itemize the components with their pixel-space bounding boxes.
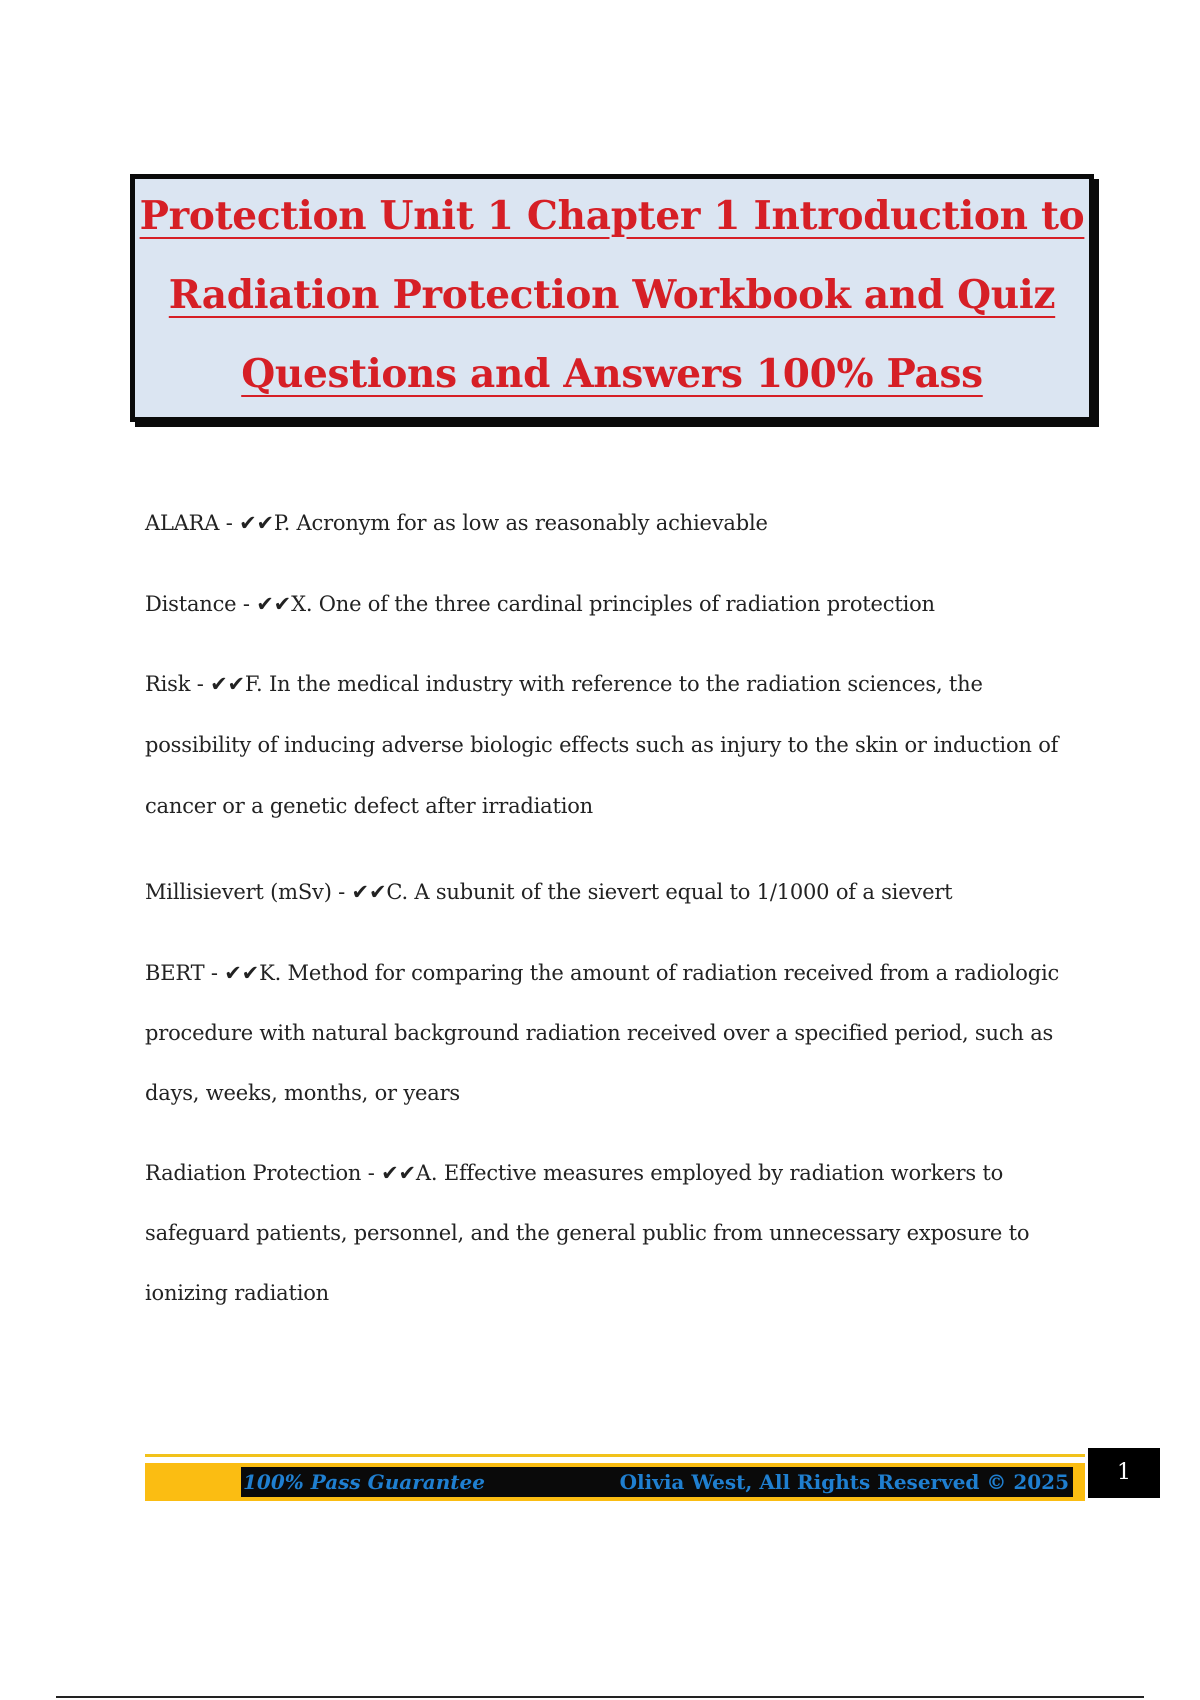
entry-term: Distance — [145, 592, 237, 616]
title-line-2: Radiation Protection Workbook and Quiz — [168, 271, 1056, 318]
qa-entry-risk — [145, 654, 1095, 837]
qa-entries — [145, 508, 1095, 1343]
entry-term: BERT — [145, 961, 205, 985]
entry-separator: - — [219, 511, 240, 535]
qa-entry-radiation-protection — [145, 1143, 1095, 1323]
double-check-icon: ✔✔ — [224, 961, 260, 985]
qa-entry-millisievert — [145, 877, 1095, 907]
entry-separator: - — [331, 880, 352, 904]
entry-definition: F. In the medical industry with reference to the radiation sciences, the possibility of inducing adverse biologic effects such as injury to the skin or induction of cancer or a genetic defect after irradiation — [145, 672, 1059, 818]
entry-term: Millisievert (mSv) — [145, 880, 332, 904]
title-line-3: Questions and Answers 100% Pass — [241, 350, 983, 397]
double-check-icon: ✔✔ — [210, 672, 245, 696]
footer-copyright: Olivia West, All Rights Reserved © 2025 — [619, 1470, 1069, 1494]
entry-definition: C. A subunit of the sievert equal to 1/1000 of a sievert — [386, 880, 953, 904]
entry-definition: A. Effective measures employed by radiation workers to safeguard patients, personnel, and the general public from unnecessary exposure to ionizing radiation — [145, 1161, 1030, 1305]
qa-entry-bert — [145, 943, 1095, 1123]
page-bottom-rule — [56, 1696, 1144, 1698]
entry-separator: - — [204, 961, 225, 985]
page-number: 1 — [1088, 1448, 1160, 1498]
double-check-icon: ✔✔ — [381, 1161, 416, 1185]
entry-term: ALARA — [145, 511, 220, 535]
entry-definition: X. One of the three cardinal principles of radiation protection — [291, 592, 935, 616]
footer-top-rule — [145, 1454, 1085, 1457]
title-box — [130, 174, 1094, 422]
entry-term: Radiation Protection — [145, 1161, 362, 1185]
footer-pass-guarantee: 100% Pass Guarantee — [243, 1470, 485, 1494]
entry-separator: - — [190, 672, 211, 696]
entry-term: Risk — [145, 672, 191, 696]
qa-entry-alara — [145, 508, 1095, 538]
double-check-icon: ✔✔ — [239, 511, 274, 535]
entry-definition: P. Acronym for as low as reasonably achievable — [273, 511, 768, 535]
entry-definition: K. Method for comparing the amount of radiation received from a radiologic procedure with natural background radiation received over a specified period, such as days, weeks, months, or years — [145, 961, 1060, 1105]
double-check-icon: ✔✔ — [351, 880, 387, 904]
qa-entry-distance — [145, 589, 1095, 619]
title-line-1: Protection Unit 1 Chapter 1 Introduction to — [139, 192, 1085, 239]
page-footer — [145, 1454, 1085, 1504]
entry-separator: - — [361, 1161, 382, 1185]
entry-separator: - — [236, 592, 257, 616]
double-check-icon: ✔✔ — [256, 592, 292, 616]
